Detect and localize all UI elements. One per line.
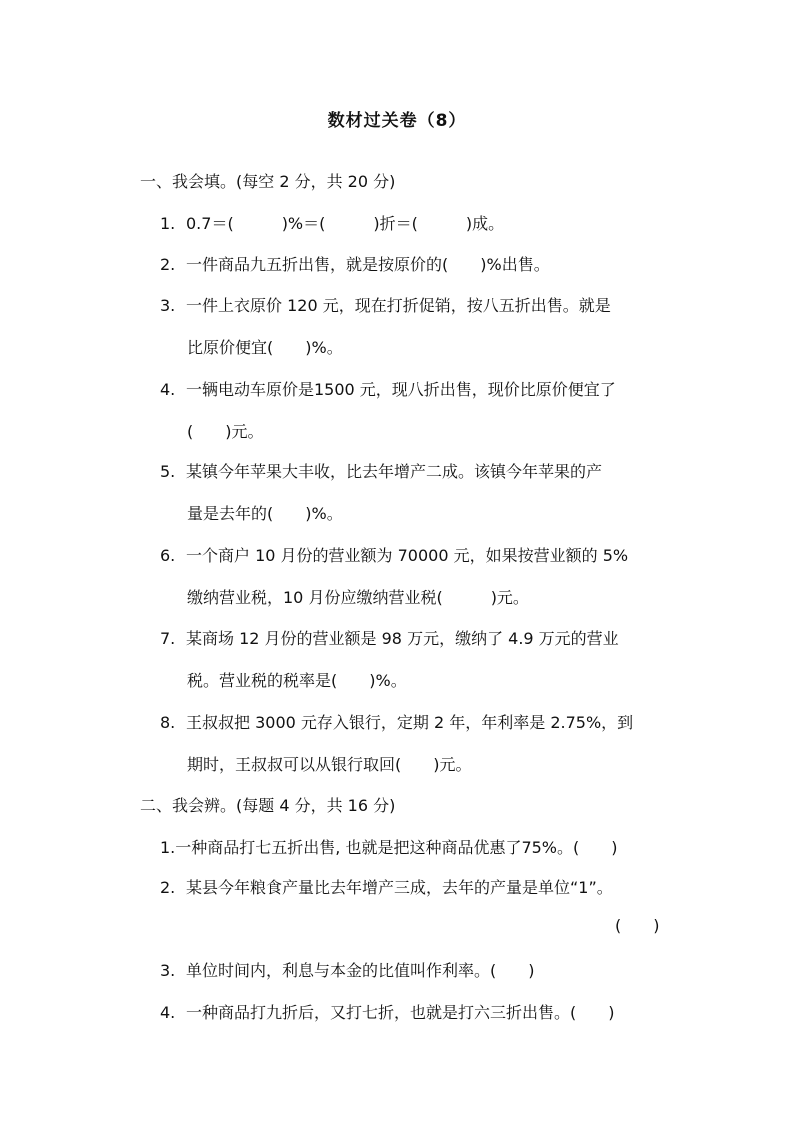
question-text: 0.7＝( )%＝( )折＝( )成。 bbox=[186, 214, 505, 233]
question-text: 一种商品打七五折出售, 也就是把这种商品优惠了75%。( ) bbox=[175, 838, 618, 857]
question-text: 一件上衣原价 120 元，现在打折促销，按八五折出售。就是 bbox=[186, 296, 611, 315]
question-text: 一件商品九五折出售，就是按原价的( )%出售。 bbox=[186, 255, 550, 274]
question-1-6 bbox=[160, 545, 628, 567]
question-1-5 bbox=[160, 461, 602, 483]
question-number: 1. bbox=[160, 838, 176, 857]
question-1-8-continued: 期时，王叔叔可以从银行取回( )元。 bbox=[187, 755, 472, 774]
question-1-7-continued: 税。营业税的税率是( )%。 bbox=[187, 671, 407, 690]
question-1-3-continued: 比原价便宜( )%。 bbox=[187, 338, 343, 357]
question-text: 一个商户 10 月份的营业额为 70000 元，如果按营业额的 5% bbox=[186, 546, 629, 565]
question-1-6-continued: 缴纳营业税，10 月份应缴纳营业税( )元。 bbox=[187, 588, 529, 607]
section-1-heading: 一、我会填。(每空 2 分，共 20 分) bbox=[140, 172, 396, 191]
question-1-8 bbox=[160, 712, 633, 734]
question-text: 一种商品打九折后，又打七折，也就是打六三折出售。( ) bbox=[186, 1003, 615, 1022]
page-title: 数材过关卷（8） bbox=[327, 111, 467, 131]
question-number: 4. bbox=[160, 1003, 176, 1022]
question-number: 7. bbox=[160, 629, 176, 648]
question-2-2 bbox=[160, 877, 613, 899]
question-1-2 bbox=[160, 254, 550, 276]
question-1-4 bbox=[160, 379, 616, 401]
question-text: 单位时间内，利息与本金的比值叫作利率。( ) bbox=[186, 961, 535, 980]
question-text: 某商场 12 月份的营业额是 98 万元，缴纳了 4.9 万元的营业 bbox=[186, 629, 619, 648]
question-text: 某镇今年苹果大丰收，比去年增产二成。该镇今年苹果的产 bbox=[186, 462, 603, 481]
question-number: 1. bbox=[160, 214, 176, 233]
answer-parentheses: ( ) bbox=[615, 916, 660, 935]
question-text: 一辆电动车原价是1500 元，现八折出售，现价比原价便宜了 bbox=[186, 380, 616, 399]
question-2-1 bbox=[160, 837, 618, 859]
question-number: 2. bbox=[160, 878, 176, 897]
question-1-5-continued: 量是去年的( )%。 bbox=[187, 504, 343, 523]
question-text: 某县今年粮食产量比去年增产三成，去年的产量是单位“1”。 bbox=[186, 878, 613, 897]
question-number: 3. bbox=[160, 961, 176, 980]
question-number: 5. bbox=[160, 462, 176, 481]
question-2-3 bbox=[160, 960, 535, 982]
question-1-7 bbox=[160, 628, 619, 650]
question-1-3 bbox=[160, 295, 611, 317]
question-1-4-continued: ( )元。 bbox=[187, 422, 264, 441]
question-number: 2. bbox=[160, 255, 176, 274]
question-number: 4. bbox=[160, 380, 176, 399]
section-2-heading: 二、我会辨。(每题 4 分，共 16 分) bbox=[140, 796, 396, 815]
question-number: 8. bbox=[160, 713, 176, 732]
question-2-4 bbox=[160, 1002, 615, 1024]
question-number: 6. bbox=[160, 546, 176, 565]
question-number: 3. bbox=[160, 296, 176, 315]
question-text: 王叔叔把 3000 元存入银行，定期 2 年，年利率是 2.75%，到 bbox=[186, 713, 634, 732]
question-1-1 bbox=[160, 213, 504, 235]
